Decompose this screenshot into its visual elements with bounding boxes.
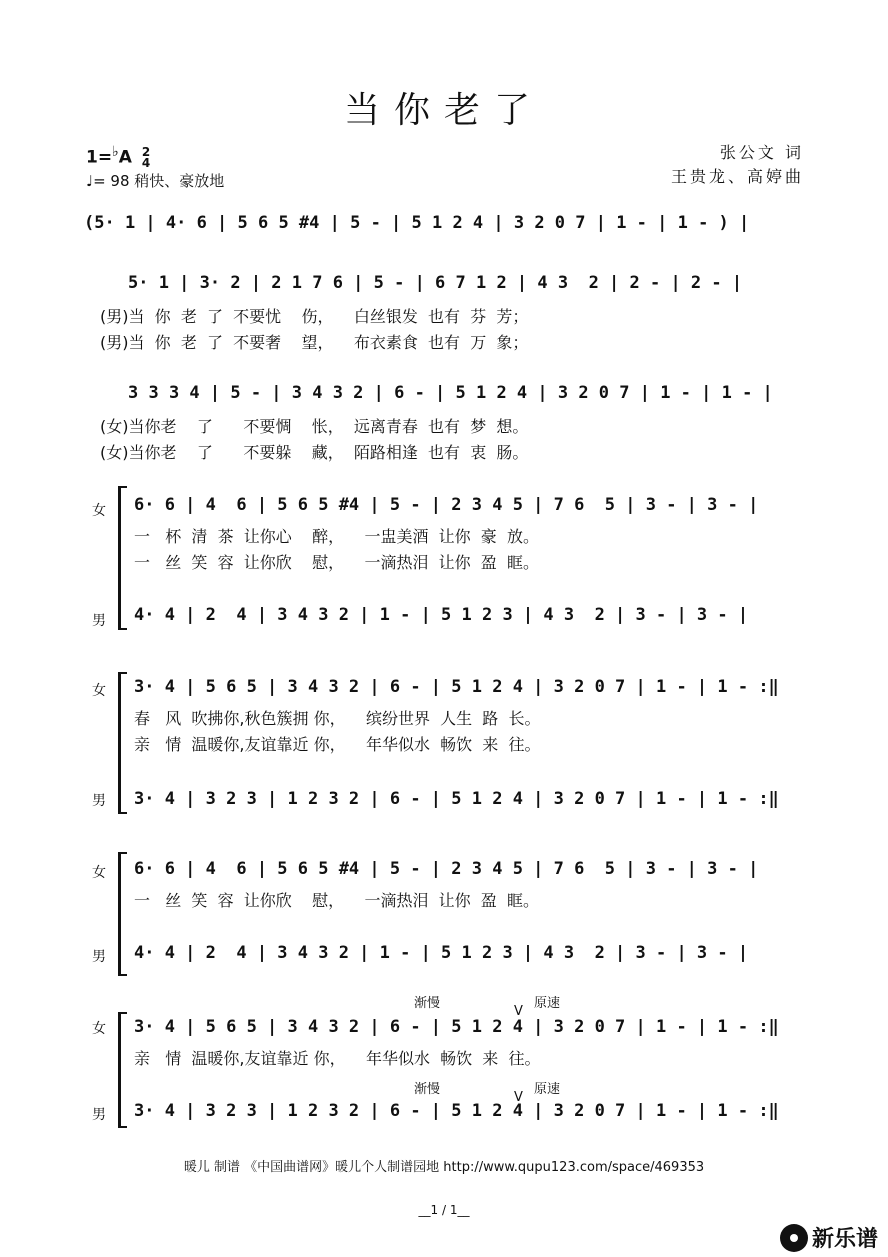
time-signature xyxy=(141,144,151,170)
notation-line-chorus3-male: 4· 4 | 2 4 | 3 4 3 2 | 1 - | 5 1 2 3 | 4 3 2 | 3 - | 3 - | xyxy=(134,943,749,963)
lyric-chorus1-b: 一 丝 笑 容 让你欣 慰， 一滴热泪 让你 盈 眶。 xyxy=(134,553,539,572)
ritardando-mark: 渐慢 xyxy=(414,1082,441,1097)
lyric-chorus1-a: 一 杯 清 茶 让你心 醉， 一盅美酒 让你 豪 放。 xyxy=(134,527,539,546)
tempo-text: = 98 稍快、豪放地 xyxy=(93,172,225,190)
key-prefix: 1= xyxy=(86,147,113,168)
system-bracket xyxy=(118,672,127,814)
notation-line-chorus1-male: 4· 4 | 2 4 | 3 4 3 2 | 1 - | 5 1 2 3 | 4 3 2 | 3 - | 3 - | xyxy=(134,605,749,625)
lyric-chorus2-a: 春 风 吹拂你,秋色簇拥 你， 缤纷世界 人生 路 长。 xyxy=(134,709,541,728)
system-bracket xyxy=(118,852,127,976)
notation-line-ending-female: 3· 4 | 5 6 5 | 3 4 3 2 | 6 - | 5 1 2 4 | 3 2 0 7 | 1 - | 1 - :‖ xyxy=(134,1017,779,1037)
notation-line-chorus2-male: 3· 4 | 3 2 3 | 1 2 3 2 | 6 - | 5 1 2 4 | 3 2 0 7 | 1 - | 1 - :‖ xyxy=(134,789,779,809)
voice-label-female: 女 xyxy=(92,503,106,519)
time-bottom: 4 xyxy=(141,155,151,170)
composer-credit: 王贵龙、高婷曲 xyxy=(670,167,804,186)
a-tempo-mark: 原速 xyxy=(534,1082,561,1097)
voice-label-male: 男 xyxy=(92,613,106,629)
notation-line-chorus1-female: 6· 6 | 4 6 | 5 6 5 #4 | 5 - | 2 3 4 5 | 7 6 5 | 3 - | 3 - | xyxy=(134,495,759,515)
notation-line-intro: (5· 1 | 4· 6 | 5 6 5 #4 | 5 - | 5 1 2 4 | 3 2 0 7 | 1 - | 1 - ) | xyxy=(84,213,750,233)
lyric-male-verse-2: (男)当 你 老 了 不要奢 望， 布衣素食 也有 万 象； xyxy=(100,333,529,352)
lyric-chorus3-a: 一 丝 笑 容 让你欣 慰， 一滴热泪 让你 盈 眶。 xyxy=(134,891,539,910)
notation-line-male-verse: 5· 1 | 3· 2 | 2 1 7 6 | 5 - | 6 7 1 2 | 4 3 2 | 2 - | 2 - | xyxy=(128,273,743,293)
voice-label-female: 女 xyxy=(92,1021,106,1037)
lyric-female-verse-2: (女)当你老 了 不要躲 藏， 陌路相逢 也有 衷 肠。 xyxy=(100,443,529,462)
quarter-note-icon: ♩ xyxy=(86,172,94,190)
song-title: 当你老了 xyxy=(343,90,544,131)
site-logo xyxy=(780,1222,878,1253)
breath-mark: V xyxy=(514,1004,523,1019)
notation-line-female-verse: 3 3 3 4 | 5 - | 3 4 3 2 | 6 - | 5 1 2 4 | 3 2 0 7 | 1 - | 1 - | xyxy=(128,383,773,403)
footer-credit: 暖儿 制谱 《中国曲谱网》暖儿个人制谱园地 http://www.qupu123.com/space/469353 xyxy=(183,1160,705,1175)
lyric-chorus2-b: 亲 情 温暖你,友谊靠近 你， 年华似水 畅饮 来 往。 xyxy=(134,735,541,754)
voice-label-male: 男 xyxy=(92,793,106,809)
system-bracket xyxy=(118,1012,127,1128)
lyric-female-verse-1: (女)当你老 了 不要惆 怅， 远离青春 也有 梦 想。 xyxy=(100,417,529,436)
flat-sign: ♭ xyxy=(112,144,119,160)
page-number: __1 / 1__ xyxy=(418,1203,470,1217)
lyric-ending: 亲 情 温暖你,友谊靠近 你， 年华似水 畅饮 来 往。 xyxy=(134,1049,541,1068)
voice-label-female: 女 xyxy=(92,683,106,699)
voice-label-female: 女 xyxy=(92,865,106,881)
ritardando-mark: 渐慢 xyxy=(414,996,441,1011)
notation-line-ending-male: 3· 4 | 3 2 3 | 1 2 3 2 | 6 - | 5 1 2 4 | 3 2 0 7 | 1 - | 1 - :‖ xyxy=(134,1101,779,1121)
notation-line-chorus2-female: 3· 4 | 5 6 5 | 3 4 3 2 | 6 - | 5 1 2 4 | 3 2 0 7 | 1 - | 1 - :‖ xyxy=(134,677,779,697)
lyric-male-verse-1: (男)当 你 老 了 不要忧 伤， 白丝银发 也有 芬 芳； xyxy=(100,307,529,326)
voice-label-male: 男 xyxy=(92,1107,106,1123)
voice-label-male: 男 xyxy=(92,949,106,965)
breath-mark: V xyxy=(514,1090,523,1105)
notation-line-chorus3-female: 6· 6 | 4 6 | 5 6 5 #4 | 5 - | 2 3 4 5 | 7 6 5 | 3 - | 3 - | xyxy=(134,859,759,879)
a-tempo-mark: 原速 xyxy=(534,996,561,1011)
record-disc-icon xyxy=(780,1224,808,1252)
time-top: 2 xyxy=(141,144,151,159)
tempo-marking xyxy=(86,170,224,191)
lyricist-credit: 张公文 词 xyxy=(719,143,804,162)
logo-text: 新乐谱 xyxy=(811,1227,878,1252)
key-note: A xyxy=(118,147,132,168)
key-signature xyxy=(86,144,150,169)
system-bracket xyxy=(118,486,127,630)
